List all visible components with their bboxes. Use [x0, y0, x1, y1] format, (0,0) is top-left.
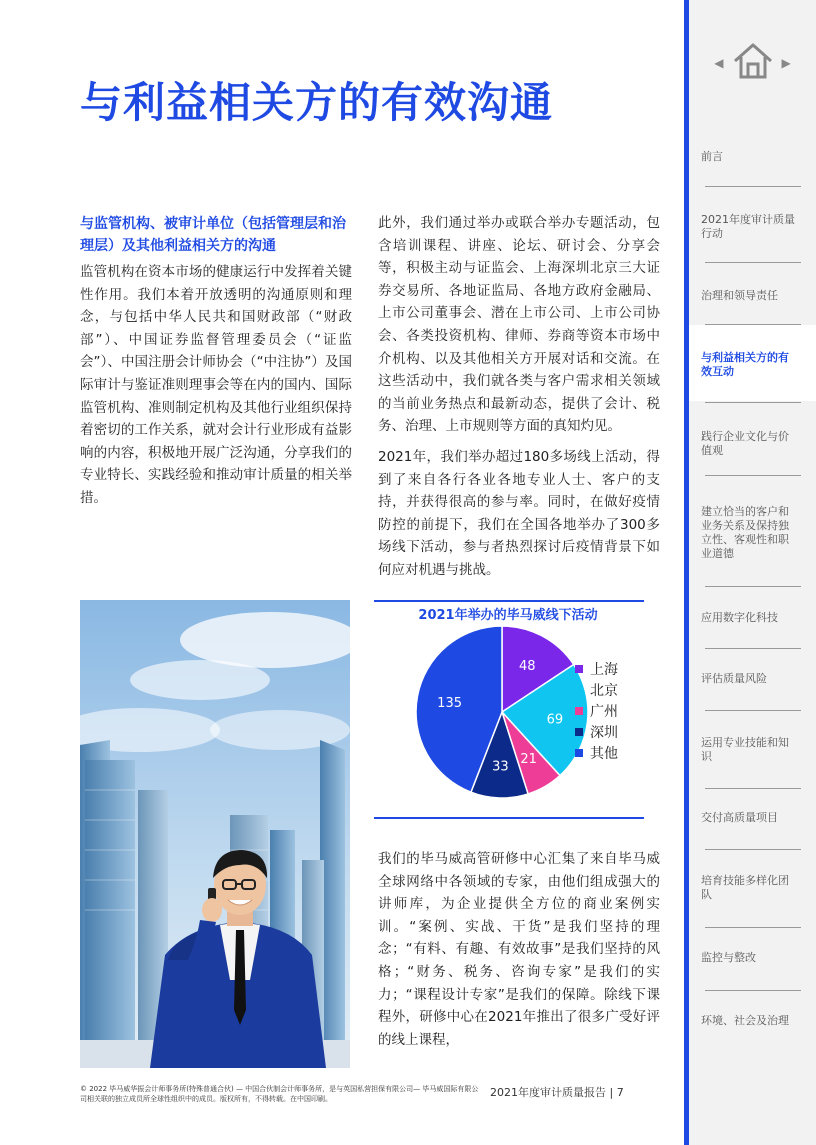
sidebar-item[interactable]: 前言 — [701, 150, 723, 163]
left-column — [80, 213, 352, 518]
legend-label: 广州 — [590, 704, 618, 720]
prev-arrow-icon[interactable]: ◀ — [714, 55, 724, 70]
nav-divider — [705, 849, 801, 850]
nav-divider — [705, 927, 801, 928]
footer-page-label: 2021年度审计质量报告 | 7 — [490, 1086, 624, 1099]
section-subheading: 与监管机构、被审计单位（包括管理层和治理层）及其他利益相关方的沟通 — [80, 216, 346, 254]
right-column — [378, 212, 660, 590]
nav-divider — [705, 788, 801, 789]
legend-swatch — [575, 749, 583, 757]
sidebar-item[interactable]: 交付高质量项目 — [701, 811, 778, 824]
sidebar-item[interactable]: 监控与整改 — [701, 951, 756, 964]
chart-title: 2021年举办的毕马威线下活动 — [418, 608, 598, 623]
body-paragraph: 2021年，我们举办超过180多场线上活动，得到了来自各行各业各地专业人士、客户的支持，并获得很高的参与率。同时，在做好疫情防控的前提下，我们在全国各地举办了300多场线下活动，参与者热烈探讨后疫情背景下如何应对机遇与挑战。 — [378, 448, 660, 578]
sidebar-item[interactable]: 治理和领导责任 — [701, 289, 778, 302]
sidebar-item[interactable]: 2021年度审计质量行动 — [701, 213, 795, 240]
page-title: 与利益相关方的有效沟通 — [80, 78, 554, 127]
home-icon[interactable] — [732, 42, 774, 84]
nav-divider — [705, 186, 801, 187]
legend-swatch — [575, 665, 583, 673]
body-paragraph: 我们的毕马威高管研修中心汇集了来自毕马威全球网络中各领域的专家，由他们组成强大的讲师库，为企业提供全方位的商业案例实训。“案例、实战、干货”是我们坚持的理念；“有料、有趣、有效故事”是我们坚持的风格；“财务、税务、咨询专家”是我们的实力；“课程设计专家”是我们的保障。除线下课程外，研修中心在2021年推出了很多广受好评的线上课程， — [378, 851, 660, 1048]
nav-divider — [705, 475, 801, 476]
nav-controls — [689, 40, 816, 85]
pie-data-label: 33 — [492, 759, 509, 775]
sidebar-item[interactable]: 评估质量风险 — [701, 672, 767, 685]
body-paragraph: 此外，我们通过举办或联合举办专题活动，包含培训课程、讲座、论坛、研讨会、分享会等，积极主动与证监会、上海深圳北京三大证券交易所、各地证监局、各地方政府金融局、上市公司董事会、潜在上市公司、上市公司协会、各类投资机构、律师、券商等资本市场中介机构、以及其他相关方开展对话和交流。在这些活动中，我们就各类与客户需求相关领域的当前业务热点和最新动态，提供了会计、税务、治理、上市规则等方面的真知灼见。 — [378, 215, 660, 435]
legend-label: 其他 — [590, 746, 618, 762]
sidebar-item[interactable]: 践行企业文化与价值观 — [701, 430, 789, 457]
sidebar-item[interactable]: 环境、社会及治理 — [701, 1014, 789, 1027]
footer-copyright: © 2022 毕马威华振会计师事务所(特殊普通合伙) — 中国合伙制会计师事务所，是与英国私营担保有限公司— 毕马威国际有限公司相关联的独立成员所全球性组织中的成员。版权所有，不得转载。在中国印刷。 — [80, 1085, 479, 1103]
legend-swatch — [575, 686, 583, 694]
nav-divider — [705, 262, 801, 263]
sidebar-item[interactable]: 与利益相关方的有效互动 — [701, 351, 789, 378]
business-man-photo — [80, 600, 350, 1068]
nav-divider — [705, 586, 801, 587]
pie-data-label: 48 — [518, 659, 536, 675]
legend-swatch — [575, 728, 583, 736]
sidebar-item[interactable]: 培育技能多样化团队 — [701, 874, 789, 901]
sidebar-item[interactable]: 建立恰当的客户和业务关系及保持独立性、客观性和职业道德 — [701, 505, 789, 560]
legend-label: 上海 — [590, 662, 618, 678]
next-arrow-icon[interactable]: ▶ — [781, 55, 791, 70]
sidebar-nav — [684, 0, 816, 1145]
pie-chart — [374, 600, 644, 820]
legend-label: 深圳 — [590, 725, 618, 741]
body-paragraph: 监管机构在资本市场的健康运行中发挥着关键性作用。我们本着开放透明的沟通原则和理念，与包括中华人民共和国财政部（“财政部”）、中国证券监督管理委员会（“证监会”）、中国注册会计师协会（“中注协”）及国际审计与鉴证准则理事会等在内的国内、国际监管机构、准则制定机构及其他行业组织保持着密切的工作关系，就对会计行业形成有益影响的内容，积极地开展广泛沟通，分享我们的专业特长、实践经验和推动审计质量的相关举措。 — [80, 264, 352, 506]
right-column-lower — [378, 848, 660, 1059]
legend-label: 北京 — [590, 683, 618, 699]
pie-data-label: 21 — [520, 752, 537, 768]
pie-data-label: 135 — [437, 696, 463, 712]
nav-divider — [705, 402, 801, 403]
nav-divider — [705, 710, 801, 711]
sidebar-item[interactable]: 应用数字化科技 — [701, 611, 778, 624]
sidebar-item[interactable]: 运用专业技能和知识 — [701, 736, 789, 763]
legend-swatch — [575, 707, 583, 715]
nav-divider — [705, 648, 801, 649]
pie-data-label: 69 — [546, 712, 564, 728]
nav-divider — [705, 990, 801, 991]
nav-divider — [705, 324, 801, 325]
